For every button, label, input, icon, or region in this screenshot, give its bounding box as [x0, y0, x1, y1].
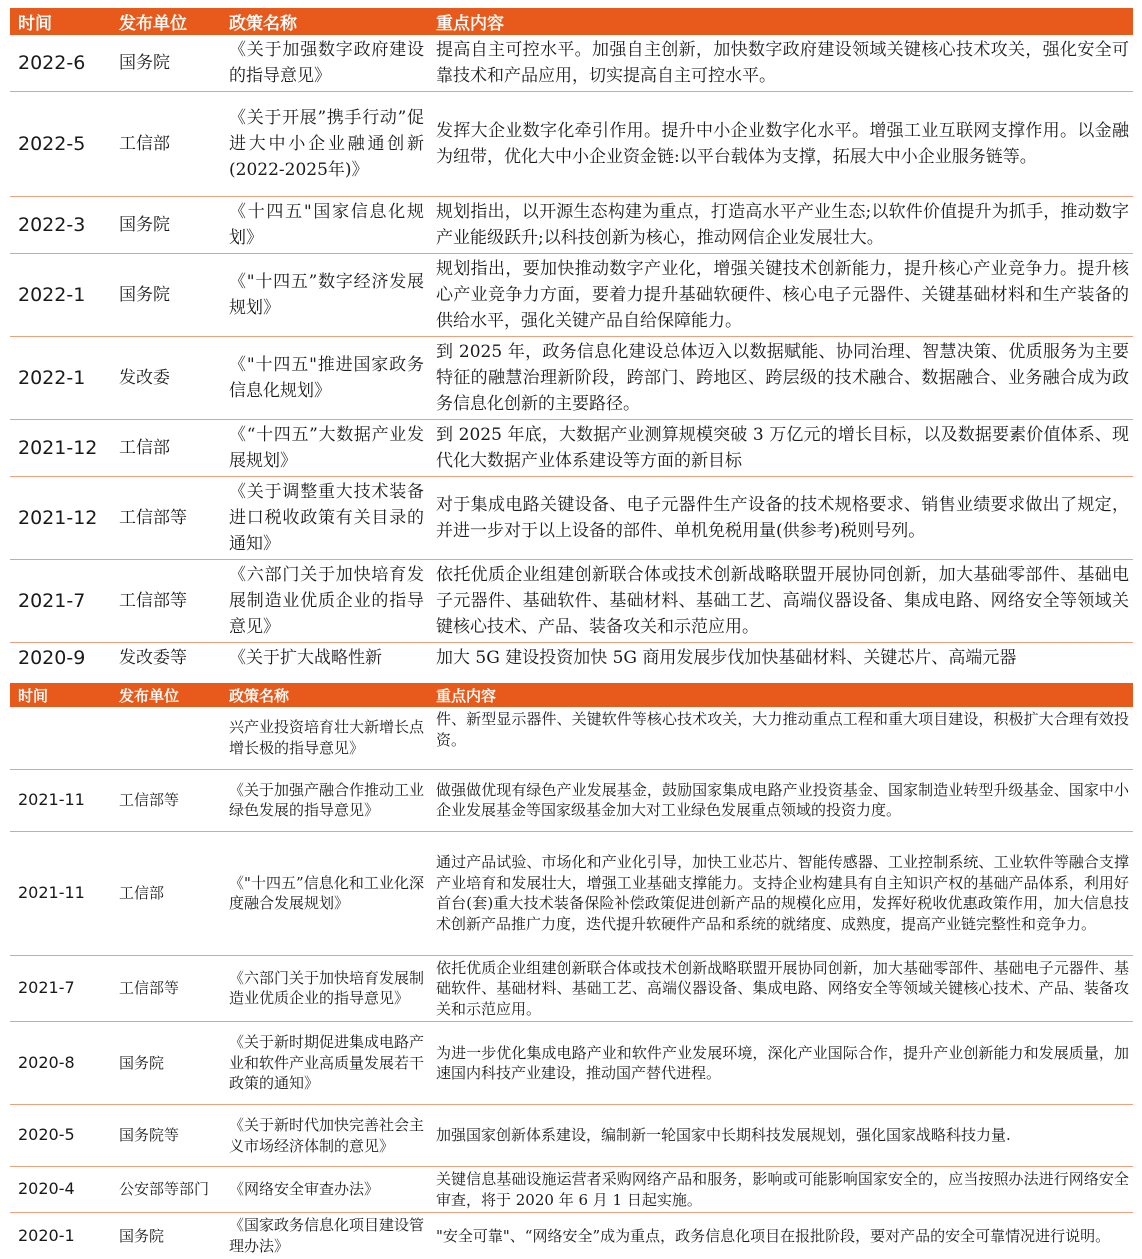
cell-key-content: 做强做优现有绿色产业发展基金，鼓励国家集成电路产业投资基金、国家制造业转型升级基金、国家中小企业发展基金等国家级基金加大对工业绿色发展重点领域的投资力度。 — [428, 769, 1133, 831]
table-row — [10, 707, 1133, 769]
cell-issuer: 工信部等 — [111, 560, 221, 643]
header-date: 时间 — [10, 683, 111, 707]
cell-policy-name: 《六部门关于加快培育发展制造业优质企业的指导意见》 — [221, 560, 428, 643]
table-row — [10, 1105, 1133, 1167]
cell-policy-name: 《“十四五”大数据产业发展规划》 — [221, 420, 428, 477]
cell-issuer: 国务院 — [111, 254, 221, 337]
cell-policy-name: 《"十四五”数字经济发展规划》 — [221, 254, 428, 337]
cell-key-content: 到 2025 年底，大数据产业测算规模突破 3 万亿元的增长目标，以及数据要素价值体系、现代化大数据产业体系建设等方面的新目标 — [428, 420, 1133, 477]
cell-key-content: 通过产品试验、市场化和产业化引导，加快工业芯片、智能传感器、工业控制系统、工业软件等融合支撑产业培育和发展壮大，增强工业基础支撑能力。支持企业构建具有自主知识产权的基础产品体系，利用好首台(套)重大技术装备保险补偿政策促进创新产品的规模化应用，发挥好税收优惠政策作用，加大信息技术创新产品推广力度，迭代提升软硬件产品和系统的就绪度、成熟度，提高产业链完整性和竞争力。 — [428, 831, 1133, 955]
cell-date: 2020-5 — [10, 1105, 111, 1167]
cell-date — [10, 707, 111, 769]
cell-key-content: 提高自主可控水平。加强自主创新，加快数字政府建设领域关键核心技术攻关，强化安全可靠技术和产品应用，切实提高自主可控水平。 — [428, 35, 1133, 92]
cell-date: 2022-1 — [10, 254, 111, 337]
table-row — [10, 1022, 1133, 1105]
cell-issuer: 工信部 — [111, 92, 221, 197]
cell-date: 2022-6 — [10, 35, 111, 92]
cell-policy-name: 《关于扩大战略性新 — [229, 648, 382, 668]
table-row — [10, 420, 1133, 477]
cell-issuer: 国务院 — [111, 1022, 221, 1105]
table-row — [10, 92, 1133, 197]
table-row — [10, 35, 1133, 92]
cell-date: 2021-7 — [10, 560, 111, 643]
cell-issuer: 国务院 — [111, 35, 221, 92]
cell-issuer: 工信部 — [111, 831, 221, 955]
cell-policy-name: 《六部门关于加快培育发展制造业优质企业的指导意见》 — [221, 955, 428, 1022]
cell-policy-name: 《"十四五”信息化和工业化深度融合发展规划》 — [221, 831, 428, 955]
header-date: 时间 — [10, 8, 111, 35]
cell-date: 2020-9 — [18, 647, 86, 669]
cell-key-content: 规划指出，以开源生态构建为重点，打造高水平产业生态;以软件价值提升为抓手，推动数字产业能级跃升;以科技创新为核心，推动网信企业发展壮大。 — [428, 197, 1133, 254]
cell-policy-name: 《网络安全审查办法》 — [221, 1167, 428, 1213]
table-row — [10, 197, 1133, 254]
cell-date: 2021-12 — [10, 420, 111, 477]
table-row — [10, 769, 1133, 831]
cell-policy-name: 《关于开展”携手行动”促进大中小企业融通创新(2022-2025年)》 — [221, 92, 428, 197]
header-issuer: 发布单位 — [111, 8, 221, 35]
cell-date: 2020-1 — [18, 1225, 75, 1245]
cell-issuer: 工信部 — [111, 420, 221, 477]
cell-date: 2021-11 — [10, 769, 111, 831]
cell-issuer: 工信部等 — [111, 477, 221, 560]
cell-issuer — [111, 707, 221, 769]
cell-date: 2020-8 — [10, 1022, 111, 1105]
policy-table-1 — [10, 8, 1133, 673]
table-header-row — [10, 683, 1133, 707]
table-row — [10, 560, 1133, 643]
cell-date: 2021-11 — [10, 831, 111, 955]
cell-issuer: 国务院 — [119, 1226, 165, 1245]
cell-date: 2021-7 — [10, 955, 111, 1022]
cell-policy-name: 《十四五"国家信息化规划》 — [221, 197, 428, 254]
cell-issuer: 国务院 — [111, 197, 221, 254]
cell-key-content: "安全可靠"、“网络安全”成为重点，政务信息化项目在报批阶段，要对产品的安全可靠情况进行说明。 — [436, 1226, 1111, 1245]
cell-issuer: 工信部等 — [111, 955, 221, 1022]
cell-key-content: 关键信息基础设施运营者采购网络产品和服务，影响或可能影响国家安全的，应当按照办法进行网络安全审查，将于 2020 年 6 月 1 日起实施。 — [428, 1167, 1133, 1213]
cell-policy-name: 《关于加强数字政府建设的指导意见》 — [221, 35, 428, 92]
cell-date: 2022-1 — [10, 337, 111, 420]
cell-policy-name: 《国家政务信息化项目建设管理办法》 — [229, 1216, 425, 1255]
table-row — [10, 831, 1133, 955]
cell-key-content: 加大 5G 建设投资加快 5G 商用发展步伐加快基础材料、关键芯片、高端元器 — [436, 648, 1017, 668]
cell-policy-name: 《关于加强产融合作推动工业绿色发展的指导意见》 — [221, 769, 428, 831]
header-key-content: 重点内容 — [428, 8, 1133, 35]
cell-issuer: 发改委 — [111, 337, 221, 420]
table-row — [10, 955, 1133, 1022]
cell-policy-name: 《"十四五"推进国家政务信息化规划》 — [221, 337, 428, 420]
cell-policy-name: 兴产业投资培育壮大新增长点增长极的指导意见》 — [221, 707, 428, 769]
cell-policy-name: 《关于新时代加快完善社会主义市场经济体制的意见》 — [221, 1105, 428, 1167]
table-row — [10, 254, 1133, 337]
table-row — [10, 477, 1133, 560]
cell-key-content: 对于集成电路关键设备、电子元器件生产设备的技术规格要求、销售业绩要求做出了规定，并进一步对于以上设备的部件、单机免税用量(供参考)税则号列。 — [428, 477, 1133, 560]
cell-policy-name: 《关于调整重大技术装备进口税收政策有关目录的通知》 — [221, 477, 428, 560]
cell-date: 2022-3 — [10, 197, 111, 254]
header-issuer: 发布单位 — [111, 683, 221, 707]
cell-issuer: 工信部等 — [111, 769, 221, 831]
cell-key-content: 发挥大企业数字化牵引作用。提升中小企业数字化水平。增强工业互联网支撑作用。以金融为纽带，优化大中小企业资金链:以平台载体为支撑，拓展大中小企业服务链等。 — [428, 92, 1133, 197]
policy-table-2 — [10, 683, 1133, 1259]
cell-key-content: 依托优质企业组建创新联合体或技术创新战略联盟开展协同创新，加大基础零部件、基础电子元器件、基础软件、基础材料、基础工艺、高端仪器设备、集成电路、网络安全等领域关键核心技术、产品、装备攻关和示范应用。 — [428, 955, 1133, 1022]
header-policy-name: 政策名称 — [221, 683, 428, 707]
cell-date: 2020-4 — [10, 1167, 111, 1213]
cell-key-content: 依托优质企业组建创新联合体或技术创新战略联盟开展协同创新，加大基础零部件、基础电子元器件、基础软件、基础材料、基础工艺、高端仪器设备、集成电路、网络安全等领域关键核心技术、产品、装备攻关和示范应用。 — [428, 560, 1133, 643]
cell-key-content: 规划指出，要加快推动数字产业化，增强关键技术创新能力，提升核心产业竞争力。提升核心产业竞争力方面，要着力提升基础软硬件、核心电子元器件、关键基础材料和生产装备的供给水平，强化关键产品自给保障能力。 — [428, 254, 1133, 337]
cell-date: 2022-5 — [10, 92, 111, 197]
cell-key-content: 加强国家创新体系建设，编制新一轮国家中长期科技发展规划，强化国家战略科技力量. — [428, 1105, 1133, 1167]
cell-key-content: 为进一步优化集成电路产业和软件产业发展环境，深化产业国际合作，提升产业创新能力和发展质量，加速国内科技产业建设，推动国产替代进程。 — [428, 1022, 1133, 1105]
cell-issuer: 发改委等 — [119, 648, 187, 668]
cell-date: 2021-12 — [10, 477, 111, 560]
cell-issuer: 国务院等 — [111, 1105, 221, 1167]
cell-key-content: 件、新型显示器件、关键软件等核心技术攻关，大力推动重点工程和重大项目建设，积极扩大合理有效投资。 — [428, 707, 1133, 769]
header-key-content: 重点内容 — [428, 683, 1133, 707]
cell-key-content: 到 2025 年，政务信息化建设总体迈入以数据赋能、协同治理、智慧决策、优质服务为主要特征的融慧治理新阶段，跨部门、跨地区、跨层级的技术融合、数据融合、业务融合成为政务信息化创新的主要路径。 — [428, 337, 1133, 420]
table-row — [10, 1167, 1133, 1213]
header-policy-name: 政策名称 — [221, 8, 428, 35]
cell-issuer: 公安部等部门 — [111, 1167, 221, 1213]
table-row — [10, 1213, 1133, 1259]
cell-policy-name: 《关于新时期促进集成电路产业和软件产业高质量发展若干政策的通知》 — [221, 1022, 428, 1105]
table-row — [10, 643, 1133, 674]
table-header-row — [10, 8, 1133, 35]
table-row — [10, 337, 1133, 420]
